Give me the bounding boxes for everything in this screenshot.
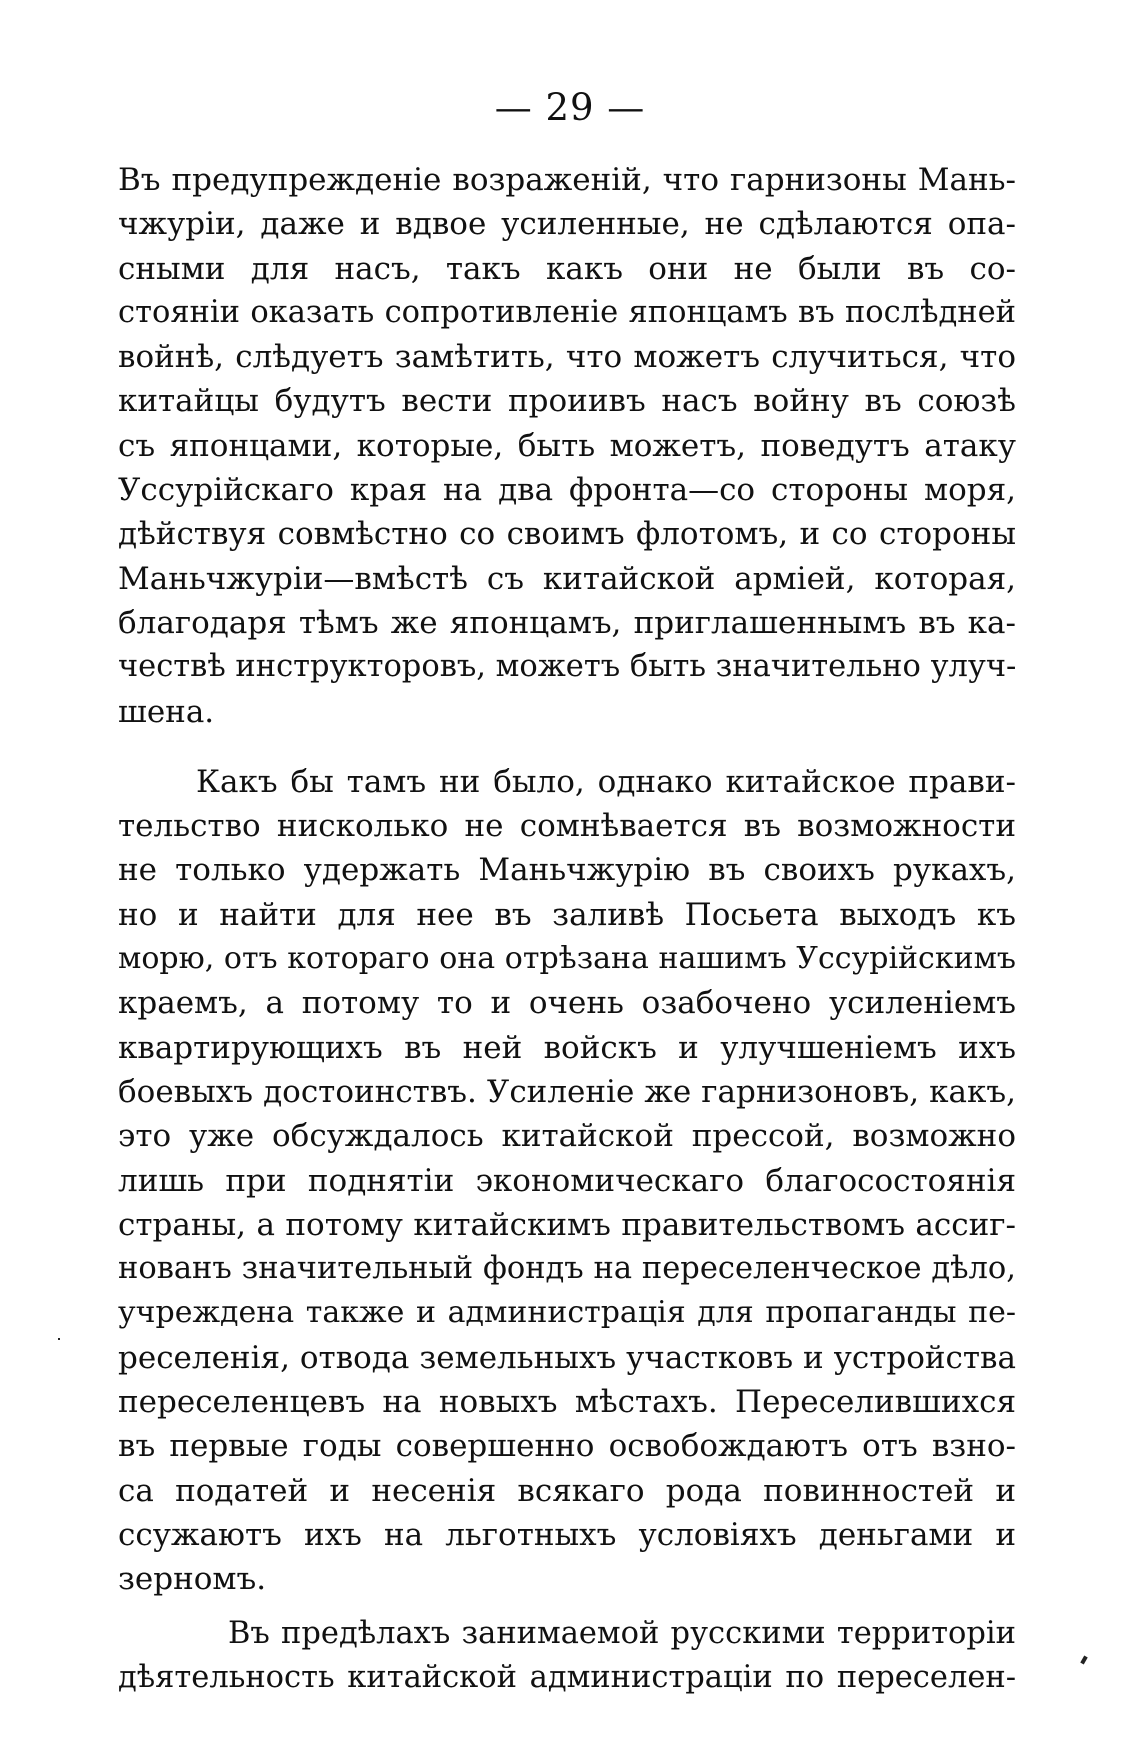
text-line: страны, а потому китайскимъ правительствомъ ассиг-	[118, 1206, 1016, 1243]
text-line: краемъ, а потому то и очень озабочено усиленіемъ	[118, 985, 1016, 1022]
text-line: реселенія, отвода земельныхъ участковъ и устройства	[118, 1339, 1016, 1376]
text-line: но и найти для нее въ заливѣ Посьета выходъ къ	[118, 896, 1016, 933]
text-line: квартирующихъ въ ней войскъ и улучшеніемъ ихъ	[118, 1029, 1016, 1066]
text-line: са податей и несенія всякаго рода повинностей и	[118, 1472, 1016, 1509]
paragraph-3	[118, 1612, 1016, 1701]
text-line: нованъ значительный фондъ на переселенческое дѣло,	[118, 1251, 1016, 1287]
text-line: лишь при поднятіи экономическаго благосостоянія	[118, 1162, 1016, 1199]
text-line: ссужаютъ ихъ на льготныхъ условіяхъ деньгами и	[118, 1516, 1016, 1553]
paragraph-gap	[118, 734, 1016, 760]
scan-speck	[58, 1338, 60, 1340]
text-line: шена.	[118, 693, 215, 730]
text-line: Какъ бы тамъ ни было, однако китайское прави-	[196, 763, 1016, 800]
text-line: зерномъ.	[118, 1561, 267, 1598]
text-line: стояніи оказать сопротивленіе японцамъ въ послѣдней	[118, 294, 1016, 330]
text-line: не только удержать Маньчжурію въ своихъ рукахъ,	[118, 852, 1016, 889]
paragraph-1	[118, 158, 1016, 734]
text-line: тельство нисколько не сомнѣвается въ возможности	[118, 808, 1016, 845]
paragraph-2	[118, 760, 1016, 1602]
text-line: Уссурійскаго края на два фронта—со стороны моря,	[118, 472, 1016, 509]
text-line: Въ предупрежденіе возраженій, что гарнизоны Мань-	[118, 162, 1016, 198]
text-line: сными для насъ, такъ какъ они не были въ со-	[118, 250, 1016, 287]
text-line: войнѣ, слѣдуетъ замѣтить, что можетъ случиться, что	[118, 339, 1016, 376]
text-line: благодаря тѣмъ же японцамъ, приглашеннымъ въ ка-	[118, 604, 1016, 641]
text-line: дѣйствуя совмѣстно со своимъ флотомъ, и со стороны	[118, 516, 1016, 553]
paragraph-gap	[118, 1602, 1016, 1612]
text-line: это уже обсуждалось китайской прессой, возможно	[118, 1118, 1016, 1155]
text-line: переселенцевъ на новыхъ мѣстахъ. Переселившихся	[118, 1384, 1016, 1421]
text-line: Въ предѣлахъ занимаемой русскими территоріи	[228, 1615, 1016, 1651]
text-line: съ японцами, которые, быть можетъ, поведутъ атаку	[118, 427, 1016, 464]
page-number: — 29 —	[494, 86, 646, 129]
text-line: боевыхъ достоинствъ. Усиленіе же гарнизоновъ, какъ,	[118, 1073, 1016, 1110]
text-line: чествѣ инструкторовъ, можетъ быть значительно улуч-	[118, 649, 1017, 685]
scan-speck	[1080, 1656, 1087, 1665]
text-line: чжуріи, даже и вдвое усиленные, не сдѣлаются опа-	[118, 206, 1016, 243]
text-line: китайцы будутъ вести проиивъ насъ войну въ союзѣ	[118, 383, 1016, 420]
text-line: Маньчжуріи—вмѣстѣ съ китайской арміей, которая,	[118, 560, 1016, 597]
text-line: учреждена также и администрація для пропаганды пе-	[118, 1295, 1016, 1331]
text-line: въ первые годы совершенно освобождаютъ отъ взно-	[118, 1428, 1016, 1465]
text-line: морю, отъ котораго она отрѣзана нашимъ Уссурійскимъ	[118, 941, 1016, 977]
text-line: дѣятельность китайской администраціи по переселен-	[118, 1659, 1016, 1695]
body-text	[118, 158, 1016, 1700]
